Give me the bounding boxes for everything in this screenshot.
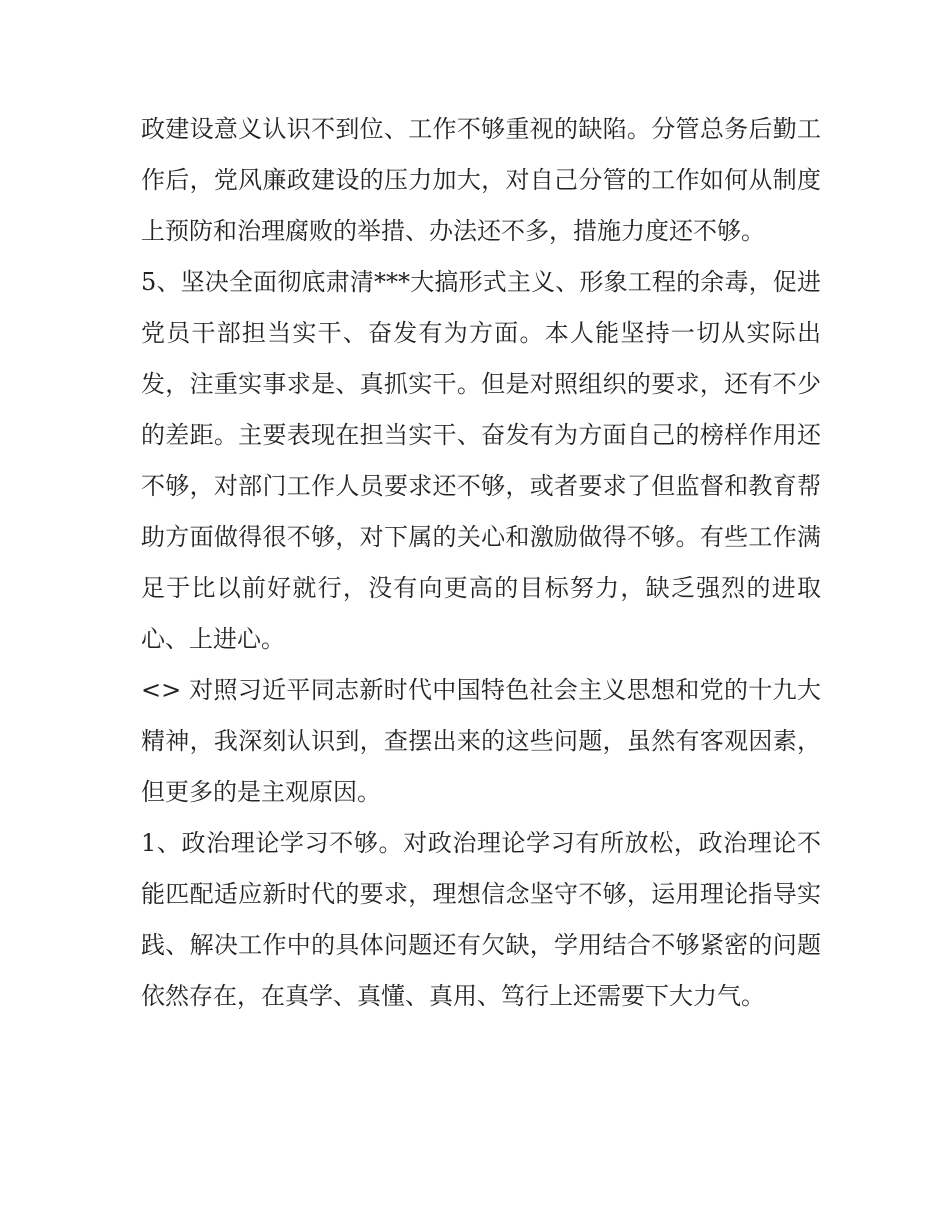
paragraph-3: <> 对照习近平同志新时代中国特色社会主义思想和党的十九大精神，我深刻认识到，查摆出来的这些问题，虽然有客观因素，但更多的是主观原因。 [141,676,821,806]
paragraph-1: 政建设意义认识不到位、工作不够重视的缺陷。分管总务后勤工作后，党风廉政建设的压力加大，对自己分管的工作如何从制度上预防和治理腐败的举措、办法还不多，措施力度还不够。 [141,115,821,245]
paragraph-2: 5、坚决全面彻底肃清***大搞形式主义、形象工程的余毒，促进党员干部担当实干、奋发有为方面。本人能坚持一切从实际出发，注重实事求是、真抓实干。但是对照组织的要求，还有不少的差距。主要表现在担当实干、奋发有为方面自己的榜样作用还不够，对部门工作人员要求还不够，或者要求了但监督和教育帮助方面做得很不够，对下属的关心和激励做得不够。有些工作满足于比以前好就行，没有向更高的目标努力，缺乏强烈的进取心、上进心。 [141,268,821,653]
document-body [141,104,821,1022]
paragraph-4: 1、政治理论学习不够。对政治理论学习有所放松，政治理论不能匹配适应新时代的要求，理想信念坚守不够，运用理论指导实践、解决工作中的具体问题还有欠缺，学用结合不够紧密的问题依然存在，在真学、真懂、真用、笃行上还需要下大力气。 [141,829,821,1010]
